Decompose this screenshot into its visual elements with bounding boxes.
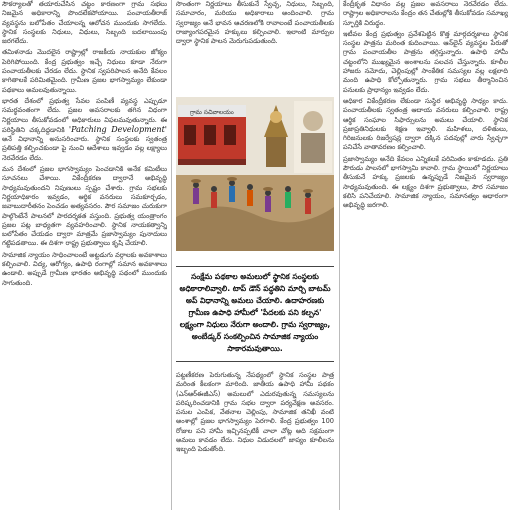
article-photo [176,97,334,251]
paragraph: ప్రజాస్వామ్యం అనేది కేవలం ఎన్నికలకే పరిమితం కాకూడదు. ప్రతి పౌరుడు పాలనలో భాగస్వామి కావాలి. గ్రామ స్థాయిలో నిర్ణయాలు తీసుకునే హక్కు ప్రజలకు ఉన్నప్పుడే నిజమైన స్వరాజ్యం సాధ్యమవుతుంది. ఈ లక్ష్యం దిశగా ప్రభుత్వాలు, పౌర సమాజం కలిసి పనిచేయాలి. సామాజిక న్యాయం, సమానత్వం ఆధారంగా అభివృద్ధి జరగాలి. [343,154,508,210]
paragraph: అధికార వికేంద్రీకరణ లేకుండా సుస్థిర అభివృద్ధి సాధ్యం కాదు. పంచాయతీలకు స్వతంత్ర ఆదాయ వనరులు కల్పించాలి. రాష్ట్ర ఆర్థిక సంఘాల సిఫార్సులను అమలు చేయాలి. స్థానిక ప్రజాప్రతినిధులకు శిక్షణ ఇవ్వాలి. మహిళలు, దళితులు, గిరిజనులకు రిజర్వేషన్ల ద్వారా దక్కిన పదవుల్లో వారు స్వేచ్ఛగా పనిచేసే వాతావరణం కల్పించాలి. [343,96,508,152]
paragraph: సామాజిక న్యాయం సాధించాలంటే అట్టడుగు వర్గాలకు అవకాశాలు కల్పించాలి. విద్య, ఆరోగ్యం, ఉపాధి రంగాల్లో సమాన అవకాశాలు ఉండాలి. అప్పుడే గ్రామీణ భారతం అభివృద్ధి పథంలో ముందుకు సాగుతుంది. [2,250,167,287]
paragraph-text: భారత దేశంలో ప్రభుత్వ సేవల పంపిణీ వ్యవస్థ ఎప్పుడూ సమర్థవంతంగా లేదు. ప్రజల అవసరాలకు తగిన విధంగా నిర్ణయాలు తీసుకోవడంలో అధికారులు విఫలమవుతున్నారు. ఈ పరిస్థితిని చక్కదిద్దడానికి [2,96,167,134]
article-column-middle-bottom [176,371,334,510]
article-column-middle-top [176,0,334,95]
paragraph-text: అనే విధానాన్ని అనుసరించారు. స్థానిక సంస్థలకు స్వతంత్ర ప్రతిపత్తి కల్పించకుండా పై నుంచి ఆదేశాలు ఇవ్వడం వల్ల లక్ష్యాలు నెరవేరడం లేదు. [2,135,167,162]
paragraph: సౌకర్యాలతో తయారుచేసిన చట్టం కారణంగా గ్రామ సభలు నిజమైన అధికారాన్ని పొందలేకపోయాయి. పంచాయతీరాజ్ వ్యవస్థను బలోపేతం చేయాలన్న ఆలోచన ముందుకు సాగలేదు. స్థానిక సంస్థలకు నిధులు, విధులు, సిబ్బంది బదలాయింపు జరగలేదు. [2,0,167,46]
article-column-right [343,0,508,510]
article-column-left [2,0,167,510]
paragraph: ఇటీవల కేంద్ర ప్రభుత్వం ప్రవేశపెట్టిన కొత్త మార్గదర్శకాలు స్థానిక సంస్థల పాత్రను మరింత కుదించాయి. ఆన్‌లైన్ వ్యవస్థల పేరుతో గ్రామ పంచాయతీల పాత్రను తగ్గిస్తున్నారు. ఉపాధి హామీ చట్టంలోని ముఖ్యమైన అంశాలను పలచన చేస్తున్నారు. కూలీల హాజరు నమోదు, చెల్లింపుల్లో సాంకేతిక సమస్యల వల్ల లక్షలాది మంది ఉపాధి కోల్పోతున్నారు. గ్రామ సభలు తీర్మానించిన పనులకు ప్రాధాన్యం ఇవ్వడం లేదు. [343,29,508,94]
building-sign: గ్రామ సచివాలయం [190,109,234,116]
paragraph: కేంద్రీకృత విధానం వల్ల ప్రజల అవసరాలు నెరవేరడం లేదు. రాష్ట్రాల అధికారాలను కేంద్రం తన చేతుల్లోకి తీసుకోవడం సమాఖ్య స్ఫూర్తికి విరుద్ధం. [343,0,508,27]
column-divider [339,0,340,510]
paragraph: పట్టణీకరణ పెరుగుతున్న నేపథ్యంలో స్థానిక సంస్థల పాత్ర మరింత కీలకంగా మారింది. జాతీయ ఉపాధి హామీ పథకం (ఎన్ఆర్ఈజీఎస్) అమలులో ఎదురవుతున్న సమస్యలను పరిష్కరించడానికి గ్రామ సభల ద్వారా పర్యవేక్షణ అవసరం. పనుల ఎంపిక, వేతనాల చెల్లింపు, సామాజిక తనిఖీ వంటి అంశాల్లో ప్రజల భాగస్వామ్యం పెరగాలి. కేంద్ర ప్రభుత్వం 100 రోజుల పని హామీ ఇచ్చినప్పటికీ చాలా చోట్ల అది సక్రమంగా అమలు కావడం లేదు. నిధుల విడుదలలో జాప్యం కూలీలను ఇబ్బంది పెడుతోంది. [176,371,334,454]
english-term: 'Patching Development' [68,124,167,134]
paragraph: సొంతంగా నిర్ణయాలు తీసుకునే స్వేచ్ఛ, నిధులు, సిబ్బంది, సమాచారం, మరియు అధికారాలు అందించాలి. గ్రామ స్వరాజ్యం అనే భావన ఆచరణలోకి రావాలంటే పంచాయతీలకు రాజ్యాంగపరమైన హక్కులు కల్పించాలి. ఇలాంటి మార్పుల ద్వారా స్థానిక పాలన మెరుగుపడుతుంది. [176,0,334,46]
village-scene-illustration [176,97,334,251]
paragraph: తమిళనాడు మొదలైన రాష్ట్రాల్లో రాజకీయ నాయకుల జోక్యం పెరిగిపోయింది. కేంద్ర ప్రభుత్వం ఇచ్చే నిధులు కూడా నేరుగా పంచాయతీలకు చేరడం లేదు. స్థానిక స్వపరిపాలన అనేది కేవలం కాగితాలకే పరిమితమైంది. గ్రామీణ ప్రజల భాగస్వామ్యం లేకుండా పథకాలు అమలవుతున్నాయి. [2,48,167,94]
paragraph [2,97,167,163]
paragraph: మన దేశంలో ప్రజల భాగస్వామ్యం పెంచడానికి అనేక కమిటీలు సూచనలు చేశాయి. వికేంద్రీకరణ ద్వారానే అభివృద్ధి సాధ్యమవుతుందని నిపుణులు స్పష్టం చేశారు. గ్రామ సభలకు నిర్ణయాధికారం ఇవ్వడం, ఆర్థిక వనరులు సమకూర్చడం, జవాబుదారీతనం పెంచడం అత్యవసరం. పౌర సమాజం చురుకుగా పాల్గొంటేనే పాలనలో పారదర్శకత వస్తుంది. ప్రభుత్వ యంత్రాంగం ప్రజల పట్ల బాధ్యతగా వ్యవహరించాలి. స్థానిక నాయకత్వాన్ని బలోపేతం చేయడం ద్వారా మాత్రమే ప్రజాస్వామ్యం పునాదులు గట్టిపడతాయి. ఈ దిశగా రాష్ట్ర ప్రభుత్వాలు కృషి చేయాలి. [2,165,167,248]
pull-quote: సంక్షేమ పథకాల అమలులో స్థానిక సంస్థలకు అధికారాలివ్వాలి. టాప్ డౌన్ పద్ధతిని మార్చి బాటమ్ అప్ విధానాన్ని అమలు చేయాలి. ఉదాహరణకు గ్రామీణ ఉపాధి హామీలో 'పేదలకు పని కల్పన' లక్ష్యంగా నిధులు నేరుగా అందాలి. గ్రామ స్వరాజ్యం, అంబేడ్కర్ సంకల్పించిన సామాజిక న్యాయం సాకారమవుతాయి. [176,266,334,362]
column-divider [171,0,172,510]
